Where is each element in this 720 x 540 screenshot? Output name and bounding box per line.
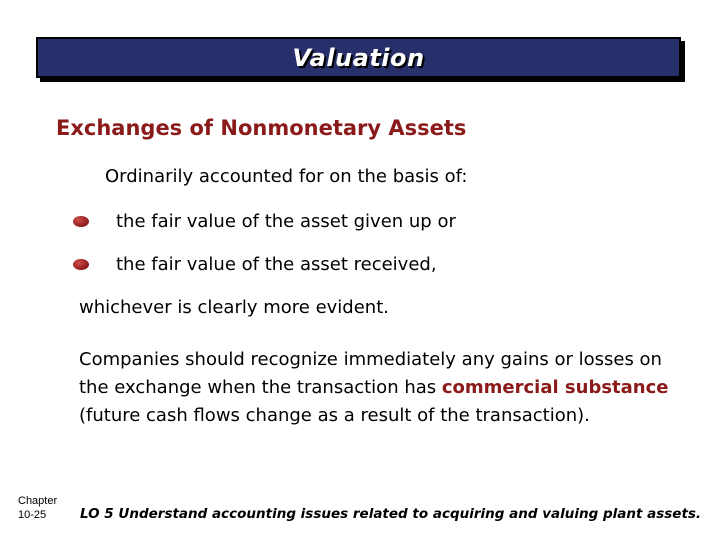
bullet-item	[73, 251, 437, 277]
bullet-text: the fair value of the asset received,	[116, 253, 437, 275]
bullet-icon	[73, 216, 89, 227]
slide-title: Valuation	[292, 44, 425, 72]
conclusion-text: whichever is clearly more evident.	[79, 297, 389, 318]
bullet-text: the fair value of the asset given up or	[116, 210, 456, 232]
title-bar	[36, 37, 681, 78]
bullet-item	[73, 208, 456, 234]
page-number: 10-25	[18, 509, 47, 521]
bullet-icon	[73, 259, 89, 270]
slide-subtitle: Exchanges of Nonmonetary Assets	[56, 116, 467, 140]
paragraph-text-end: (future cash flows change as a result of the transaction).	[79, 405, 590, 426]
chapter-word: Chapter	[18, 495, 58, 507]
commercial-substance-paragraph	[79, 346, 679, 430]
paragraph-text: Companies should recognize immediately any gains or losses on the exchange when the transaction has	[79, 349, 662, 398]
commercial-substance-term: commercial substance	[441, 377, 669, 398]
chapter-label	[18, 494, 57, 522]
learning-objective: LO 5 Understand accounting issues related to acquiring and valuing plant assets.	[80, 506, 702, 522]
intro-text: Ordinarily accounted for on the basis of:	[105, 166, 468, 187]
